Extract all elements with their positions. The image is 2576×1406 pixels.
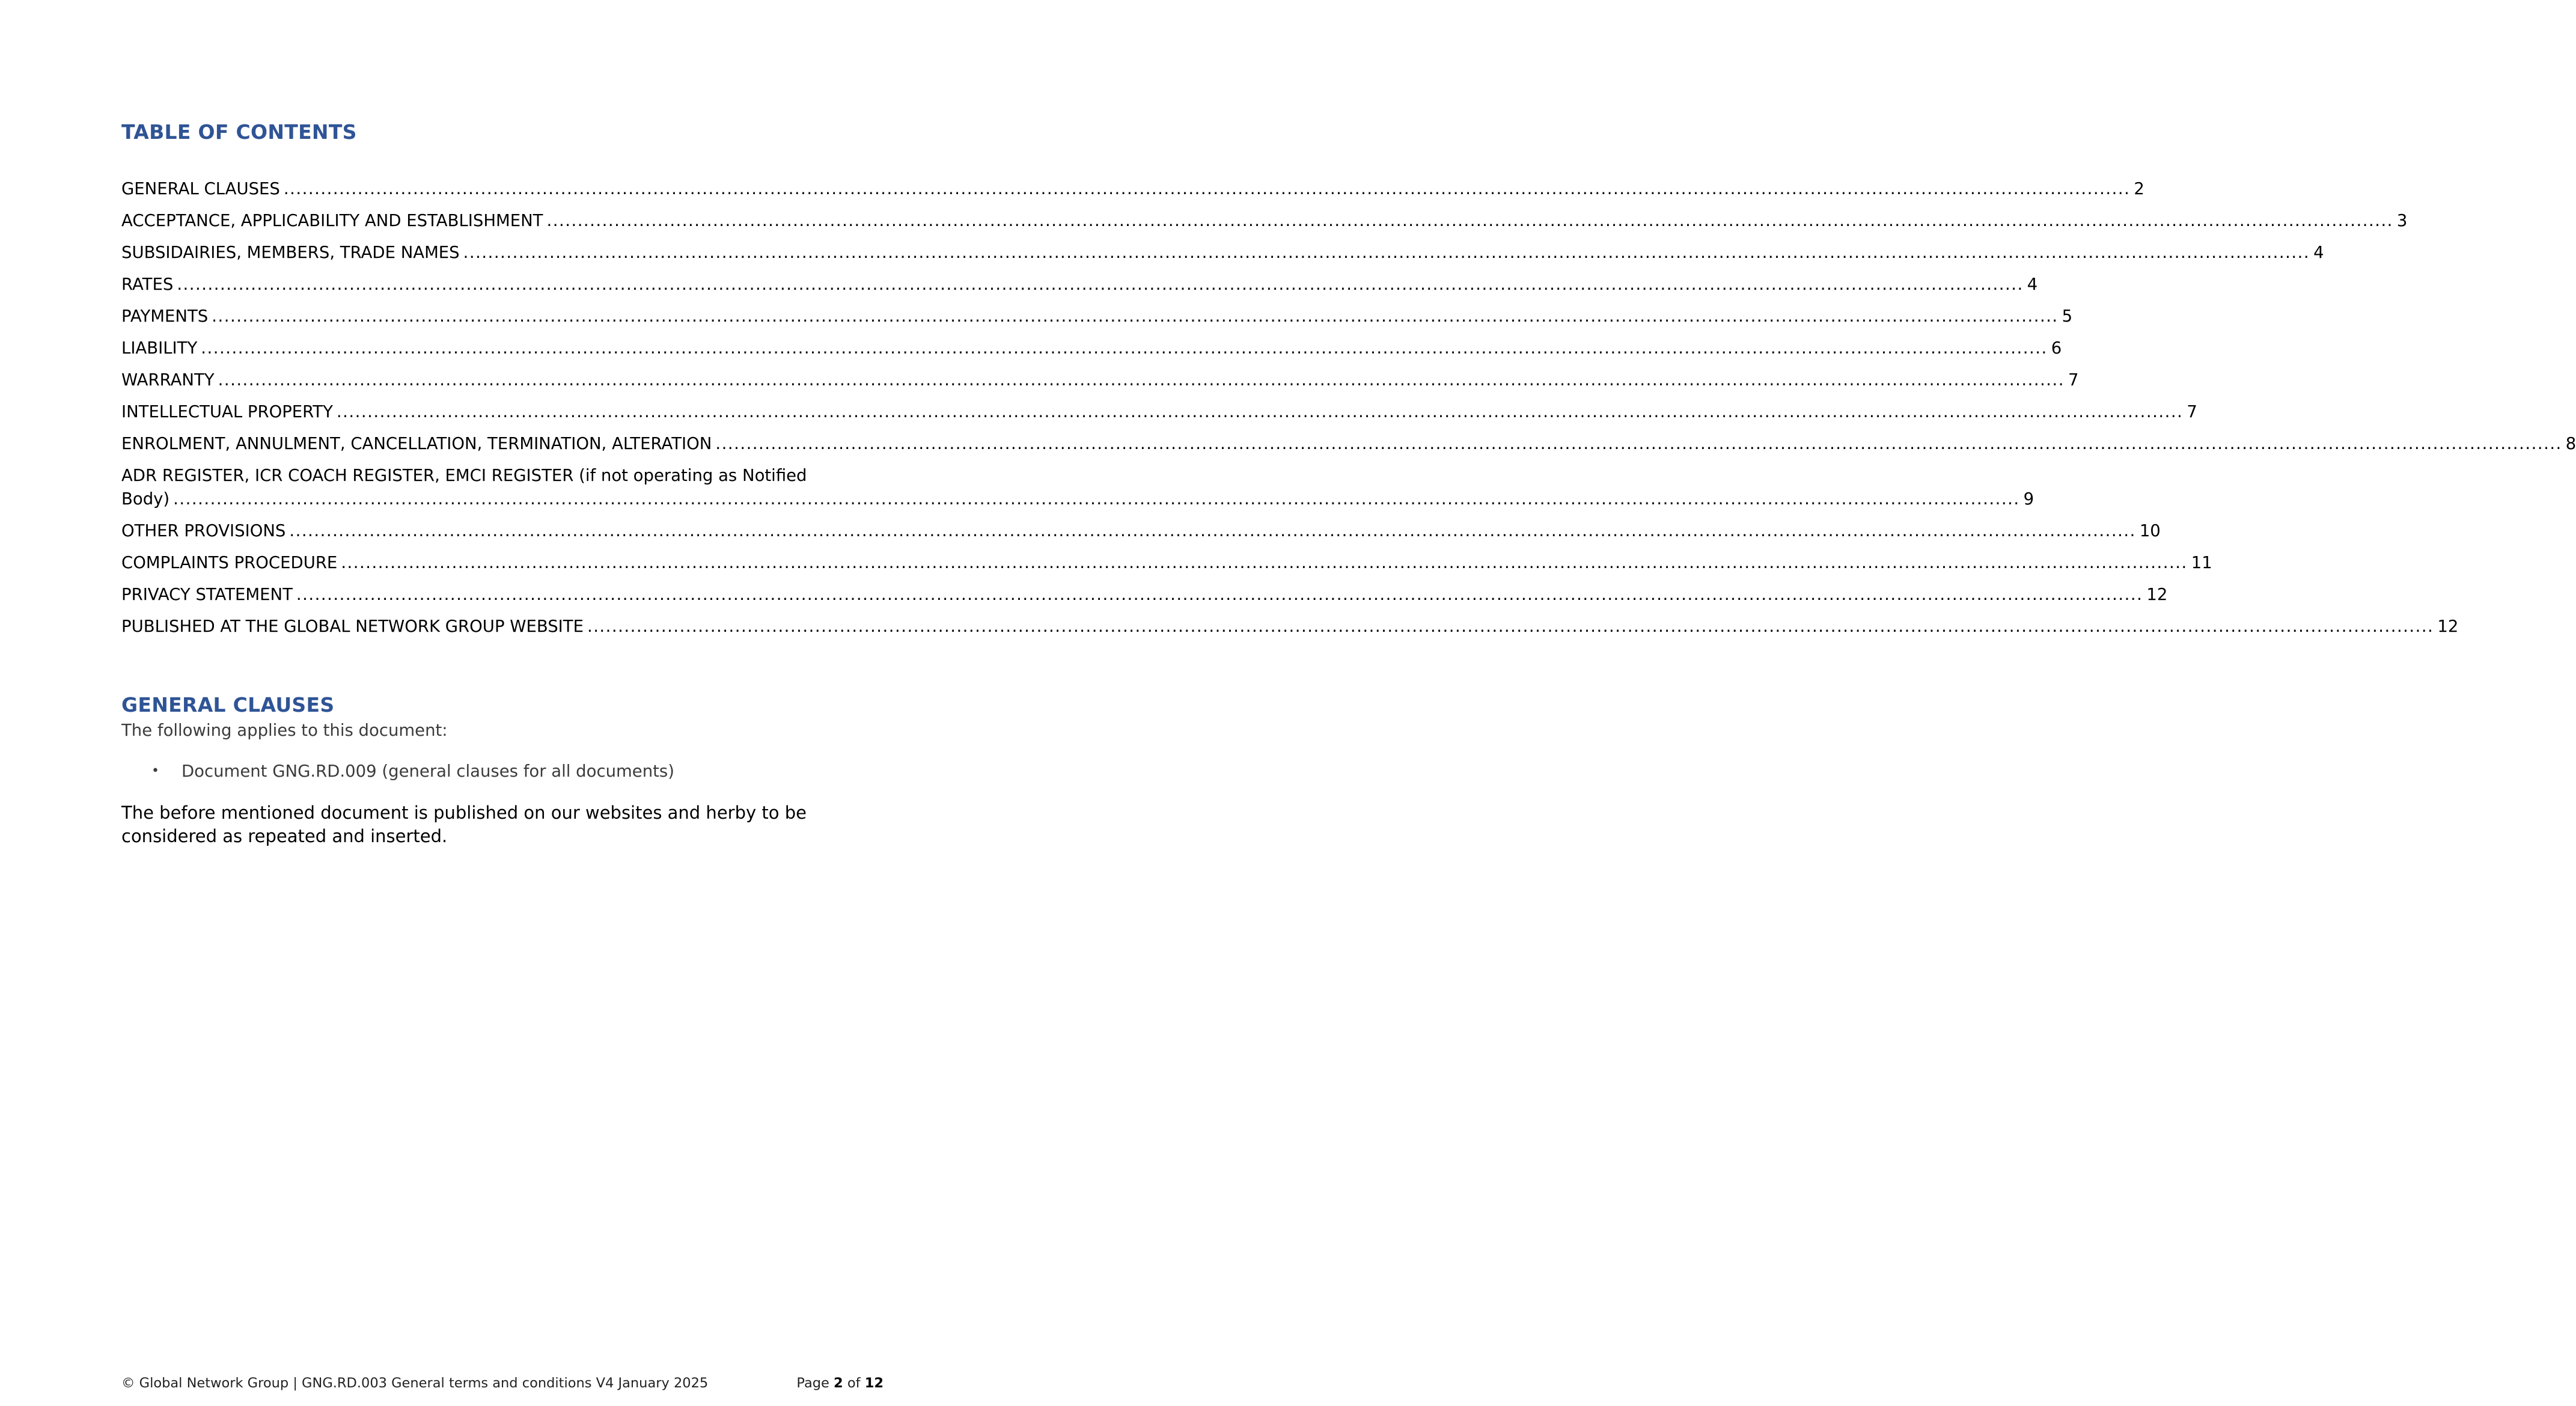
section-intro: The following applies to this document: xyxy=(121,721,448,740)
toc-entry-page: 11 xyxy=(2191,553,2212,572)
toc-entry[interactable] xyxy=(121,305,2073,337)
toc-entry[interactable] xyxy=(121,615,2459,647)
toc-entry-label: ADR REGISTER, ICR COACH REGISTER, EMCI REGISTER (if not operating as Notified xyxy=(121,466,807,485)
toc-dot-leader: ............................................................................................................................................................................................................................................................................................................ xyxy=(587,617,2434,636)
toc-entry-page: 7 xyxy=(2187,402,2197,421)
toc-dot-leader: ............................................................................................................................................................................................................................................................................................................ xyxy=(546,211,2393,230)
toc-entry-label: ACCEPTANCE, APPLICABILITY AND ESTABLISHMENT xyxy=(121,211,543,230)
toc-entry[interactable] xyxy=(121,519,2161,551)
toc-dot-leader: ............................................................................................................................................................................................................................................................................................................ xyxy=(336,402,2184,421)
body-paragraph: The before mentioned document is published on our websites and herby to be considered as repeated and inserted. xyxy=(121,802,807,846)
toc-entry[interactable] xyxy=(121,337,2062,368)
toc-entry-label: SUBSIDAIRIES, MEMBERS, TRADE NAMES xyxy=(121,243,460,262)
toc-entry-label: GENERAL CLAUSES xyxy=(121,179,280,198)
toc-entry-label: RATES xyxy=(121,275,174,294)
toc-entry-label: Body) xyxy=(121,489,170,509)
toc-dot-leader: ............................................................................................................................................................................................................................................................................................................ xyxy=(341,553,2188,572)
toc-dot-leader: ............................................................................................................................................................................................................................................................................................................ xyxy=(218,370,2065,390)
toc-entry[interactable] xyxy=(121,241,2324,273)
toc-entry[interactable] xyxy=(121,209,2408,241)
toc-entry-page: 7 xyxy=(2068,370,2079,390)
page-number: Page 2 of 12 xyxy=(796,1375,884,1391)
toc-entry-label: WARRANTY xyxy=(121,370,215,390)
toc-heading: TABLE OF CONTENTS xyxy=(121,120,357,144)
toc-entry-label: INTELLECTUAL PROPERTY xyxy=(121,402,333,421)
toc-entry-label: LIABILITY xyxy=(121,338,198,358)
toc-dot-leader: ............................................................................................................................................................................................................................................................................................................ xyxy=(715,434,2562,453)
list-item-text: Document GNG.RD.009 (general clauses for all documents) xyxy=(182,762,674,781)
toc-entry-page: 4 xyxy=(2027,275,2038,294)
toc-entry[interactable] xyxy=(121,400,2197,432)
toc-entry-label: ENROLMENT, ANNULMENT, CANCELLATION, TERMINATION, ALTERATION xyxy=(121,434,712,453)
toc-entry-page: 10 xyxy=(2139,521,2161,540)
page-total: 12 xyxy=(864,1375,884,1391)
toc-entry-label: COMPLAINTS PROCEDURE xyxy=(121,553,338,572)
toc-entry-page: 4 xyxy=(2313,243,2324,262)
toc-dot-leader: ............................................................................................................................................................................................................................................................................................................ xyxy=(296,585,2143,604)
toc-dot-leader: ............................................................................................................................................................................................................................................................................................................ xyxy=(289,521,2136,540)
toc-entry-label: PAYMENTS xyxy=(121,307,209,326)
toc-entry-label: PRIVACY STATEMENT xyxy=(121,585,293,604)
table-of-contents xyxy=(121,177,2576,647)
toc-dot-leader: ............................................................................................................................................................................................................................................................................................................ xyxy=(283,179,2131,198)
toc-entry-page: 8 xyxy=(2565,434,2576,453)
page-current: 2 xyxy=(834,1375,843,1391)
toc-entry[interactable] xyxy=(121,432,2576,464)
toc-entry[interactable] xyxy=(121,583,2168,615)
toc-dot-leader: ............................................................................................................................................................................................................................................................................................................ xyxy=(177,275,2024,294)
footer-copyright: © Global Network Group | GNG.RD.003 General terms and conditions V4 January 2025 xyxy=(121,1375,709,1391)
toc-entry-page: 9 xyxy=(2023,489,2034,509)
toc-dot-leader: ............................................................................................................................................................................................................................................................................................................ xyxy=(201,338,2048,358)
toc-entry[interactable] xyxy=(121,177,2144,209)
bullet-icon: • xyxy=(151,763,159,778)
toc-entry[interactable] xyxy=(121,551,2212,583)
toc-entry[interactable] xyxy=(121,273,2038,305)
toc-entry-label: PUBLISHED AT THE GLOBAL NETWORK GROUP WEBSITE xyxy=(121,617,584,636)
toc-entry-label-continued xyxy=(121,488,2034,519)
toc-entry-page: 12 xyxy=(2146,585,2168,604)
section-heading: GENERAL CLAUSES xyxy=(121,693,335,717)
toc-entry-page: 3 xyxy=(2396,211,2408,230)
toc-entry[interactable] xyxy=(121,368,2079,400)
toc-dot-leader: ............................................................................................................................................................................................................................................................................................................ xyxy=(173,489,2020,509)
page-footer xyxy=(121,1375,884,1391)
list-item xyxy=(121,760,674,783)
toc-dot-leader: ............................................................................................................................................................................................................................................................................................................ xyxy=(463,243,2310,262)
toc-entry-page: 5 xyxy=(2062,307,2073,326)
toc-entry-page: 12 xyxy=(2437,617,2459,636)
toc-entry-label: OTHER PROVISIONS xyxy=(121,521,286,540)
toc-entry[interactable] xyxy=(121,464,2034,519)
bullet-list xyxy=(121,760,674,783)
toc-entry-page: 2 xyxy=(2134,179,2144,198)
toc-dot-leader: ............................................................................................................................................................................................................................................................................................................ xyxy=(212,307,2059,326)
toc-entry-page: 6 xyxy=(2051,338,2062,358)
